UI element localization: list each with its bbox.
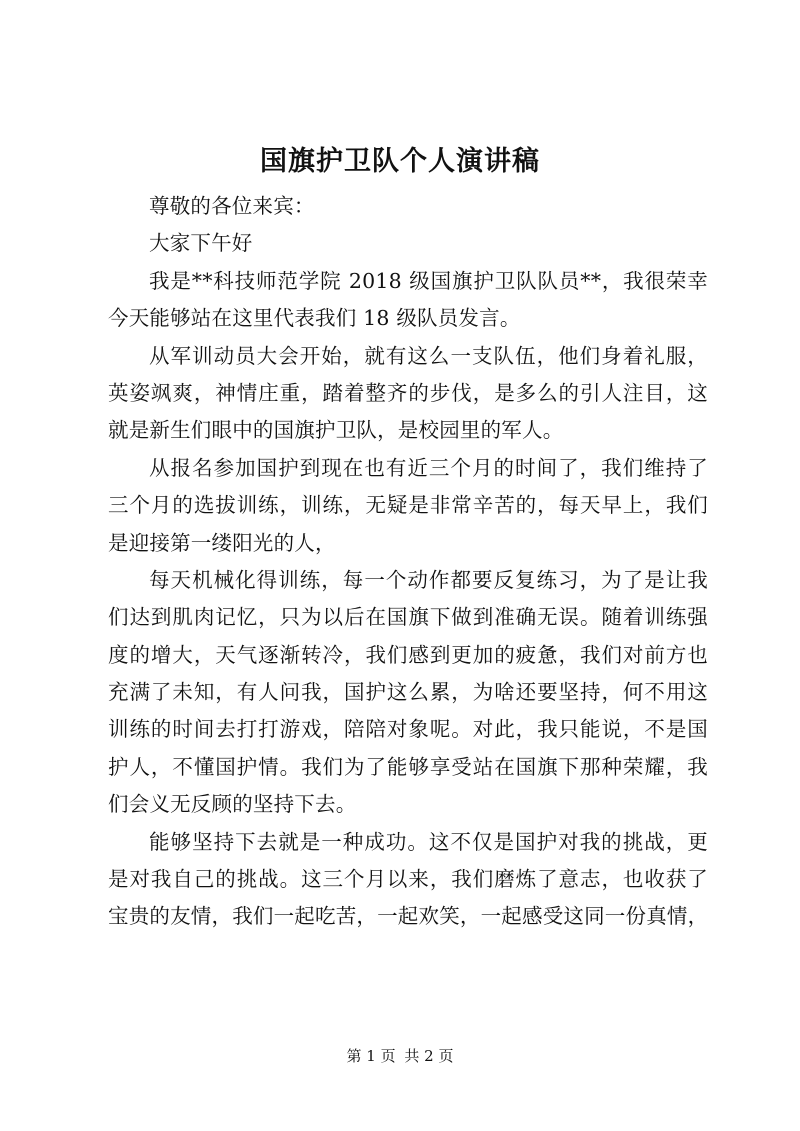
text-line: 我是**科技师范学院 2018 级国旗护卫队队员**，我很荣幸 [149, 268, 708, 293]
text-line: 每天机械化得训练，每一个动作都要反复练习，为了是让我 [149, 567, 708, 592]
text-line: 从报名参加国护到现在也有近三个月的时间了，我们维持了 [149, 455, 708, 480]
document-body [108, 188, 708, 936]
page-number: 第 1 页 [346, 1047, 396, 1065]
text-line: 能够坚持下去就是一种成功。这不仅是国护对我的挑战，更 [149, 829, 708, 854]
text-line: 度的增大，天气逐渐转冷，我们感到更加的疲惫，我们对前方也 [108, 642, 708, 667]
text-line: 尊敬的各位来宾： [149, 194, 315, 218]
text-line: 是对我自己的挑战。这三个月以来，我们磨炼了意志，也收获了 [108, 867, 708, 892]
text-line: 就是新生们眼中的国旗护卫队，是校园里的军人。 [108, 418, 564, 443]
text-line: 训练的时间去打打游戏，陪陪对象呢。对此，我只能说，不是国 [108, 717, 708, 742]
text-line: 是迎接第一缕阳光的人， [108, 530, 336, 555]
text-line: 从军训动员大会开始，就有这么一支队伍，他们身着礼服， [149, 343, 708, 368]
text-line: 今天能够站在这里代表我们 18 级队员发言。 [108, 306, 521, 331]
text-line: 三个月的选拔训练，训练，无疑是非常辛苦的，每天早上，我们 [108, 493, 708, 518]
document-title: 国旗护卫队个人演讲稿 [260, 146, 540, 177]
page-footer [0, 1045, 800, 1067]
page-total: 共 2 页 [404, 1047, 454, 1065]
text-line: 英姿飒爽，神情庄重，踏着整齐的步伐，是多么的引人注目，这 [108, 380, 708, 405]
text-line: 护人，不懂国护情。我们为了能够享受站在国旗下那种荣耀，我 [108, 754, 708, 779]
text-line: 们达到肌肉记忆，只为以后在国旗下做到准确无误。随着训练强 [108, 605, 708, 630]
text-line: 宝贵的友情，我们一起吃苦，一起欢笑，一起感受这同一份真情， [108, 904, 709, 929]
text-line: 充满了未知，有人问我，国护这么累，为啥还要坚持，何不用这 [108, 680, 708, 705]
text-line: 大家下午好 [149, 231, 253, 256]
text-line: 们会义无反顾的坚持下去。 [108, 792, 357, 817]
